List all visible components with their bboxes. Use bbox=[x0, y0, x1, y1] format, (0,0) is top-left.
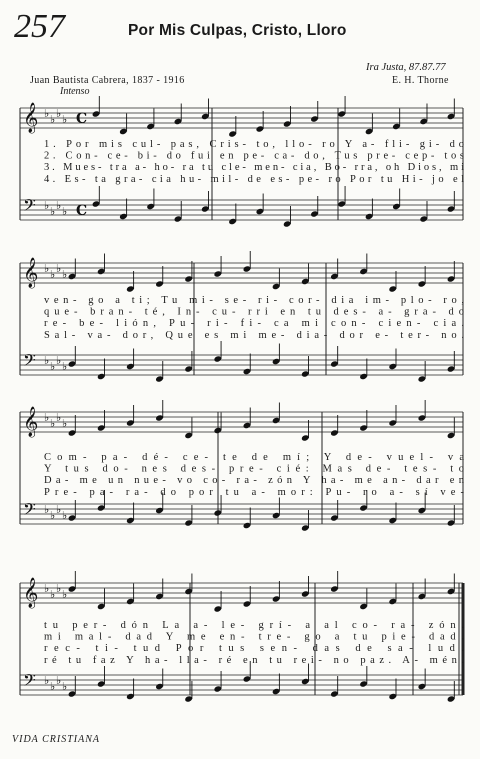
bass-clef-icon: 𝄢 bbox=[23, 195, 36, 219]
flat-icon: ♭ bbox=[62, 681, 68, 693]
lyric-line: mi mal- dad Y me en- tre- go a tu pie- dad. bbox=[44, 631, 465, 643]
flat-icon: ♭ bbox=[50, 589, 56, 601]
flat-icon: ♭ bbox=[44, 412, 50, 424]
lyric-line: ré tu faz Y ha- lla- ré en tu rei- no paz. A- mén. bbox=[44, 654, 464, 666]
flat-icon: ♭ bbox=[62, 418, 68, 430]
lyric-line: ven- go a ti; Tu mi- se- ri- cor- dia im- plo- ro, bbox=[44, 295, 464, 306]
treble-clef-icon: 𝄞 bbox=[23, 407, 39, 437]
flat-icon: ♭ bbox=[50, 681, 56, 693]
author-credit: Juan Bautista Cabrera, 1837 - 1916 bbox=[30, 75, 185, 86]
lyric-line: Pre- pa- ra- do por tu a- mor: Pu- ro a- sí ve- bbox=[44, 486, 464, 498]
flat-icon: ♭ bbox=[50, 418, 56, 430]
hymn-number: 257 bbox=[14, 8, 65, 45]
flat-icon: ♭ bbox=[44, 504, 50, 516]
flat-icon: ♭ bbox=[44, 200, 50, 212]
flat-icon: ♭ bbox=[56, 108, 62, 120]
treble-clef-icon: 𝄞 bbox=[23, 103, 39, 133]
time-signature: C bbox=[76, 111, 88, 127]
footer-source: VIDA CRISTIANA bbox=[12, 734, 100, 745]
flat-icon: ♭ bbox=[56, 263, 62, 275]
lyric-line: 3. Mues- tra a- ho- ra tu cle- men- cia, Bo- rra, oh Dios, mi bbox=[44, 162, 464, 174]
flat-icon: ♭ bbox=[50, 361, 56, 373]
flat-icon: ♭ bbox=[62, 206, 68, 218]
flat-icon: ♭ bbox=[50, 269, 56, 281]
flat-icon: ♭ bbox=[50, 114, 56, 126]
lyric-line: Y tus do- nes des- pre- cié: Mas de- tes- to bbox=[44, 463, 465, 475]
lyric-line: Com- pa- dé- ce- te de mí; Y de- vuel- va bbox=[44, 452, 464, 463]
tune-name: Ira Justa, 87.87.77 bbox=[366, 62, 446, 73]
lyric-line: 4. Es- ta gra- cia hu- mil- de es- pe- ro Por tu Hi- jo el bbox=[44, 173, 464, 185]
lyric-line: 2. Con- ce- bi- do fui en pe- ca- do, Tus pre- cep- tos bbox=[44, 150, 464, 162]
bass-clef-icon: 𝄢 bbox=[23, 499, 36, 523]
bass-clef-icon: 𝄢 bbox=[23, 350, 36, 374]
lyric-line: rec- ti- tud Por tus sen- das de sa- lud. bbox=[44, 643, 465, 655]
flat-icon: ♭ bbox=[56, 504, 62, 516]
treble-clef-icon: 𝄞 bbox=[23, 578, 39, 608]
flat-icon: ♭ bbox=[56, 412, 62, 424]
flat-icon: ♭ bbox=[62, 510, 68, 522]
composer-credit: E. H. Thorne bbox=[392, 75, 449, 86]
flat-icon: ♭ bbox=[44, 355, 50, 367]
flat-icon: ♭ bbox=[50, 206, 56, 218]
flat-icon: ♭ bbox=[50, 510, 56, 522]
lyric-line: re- be- lión, Pu- ri- fi- ca mi con- cien- cia. bbox=[44, 318, 465, 330]
flat-icon: ♭ bbox=[62, 114, 68, 126]
lyric-line: Da- me un nue- vo co- ra- zón Y ha- me an- dar en bbox=[44, 475, 464, 487]
time-signature: C bbox=[76, 203, 88, 219]
bass-clef-icon: 𝄢 bbox=[23, 670, 36, 694]
lyric-line: 1. Por mis cul- pas, Cris- to, llo- ro Y a- fli- gi- do bbox=[44, 139, 464, 150]
flat-icon: ♭ bbox=[44, 263, 50, 275]
flat-icon: ♭ bbox=[44, 583, 50, 595]
flat-icon: ♭ bbox=[56, 583, 62, 595]
lyric-line: tu per- dón La a- le- grí- a al co- ra- zón. bbox=[44, 620, 465, 631]
flat-icon: ♭ bbox=[62, 361, 68, 373]
flat-icon: ♭ bbox=[56, 200, 62, 212]
treble-clef-icon: 𝄞 bbox=[23, 258, 39, 288]
lyric-line: Sal- va- dor, Que es mi me- dia- dor e- ter- no. bbox=[44, 329, 465, 341]
flat-icon: ♭ bbox=[44, 108, 50, 120]
flat-icon: ♭ bbox=[62, 589, 68, 601]
flat-icon: ♭ bbox=[56, 675, 62, 687]
flat-icon: ♭ bbox=[44, 675, 50, 687]
flat-icon: ♭ bbox=[62, 269, 68, 281]
lyric-line: que- bran- té, In- cu- rri en tu des- a- gra- do bbox=[44, 306, 465, 318]
flat-icon: ♭ bbox=[56, 355, 62, 367]
tempo-marking: Intenso bbox=[60, 86, 90, 97]
hymn-title: Por Mis Culpas, Cristo, Lloro bbox=[128, 22, 347, 39]
